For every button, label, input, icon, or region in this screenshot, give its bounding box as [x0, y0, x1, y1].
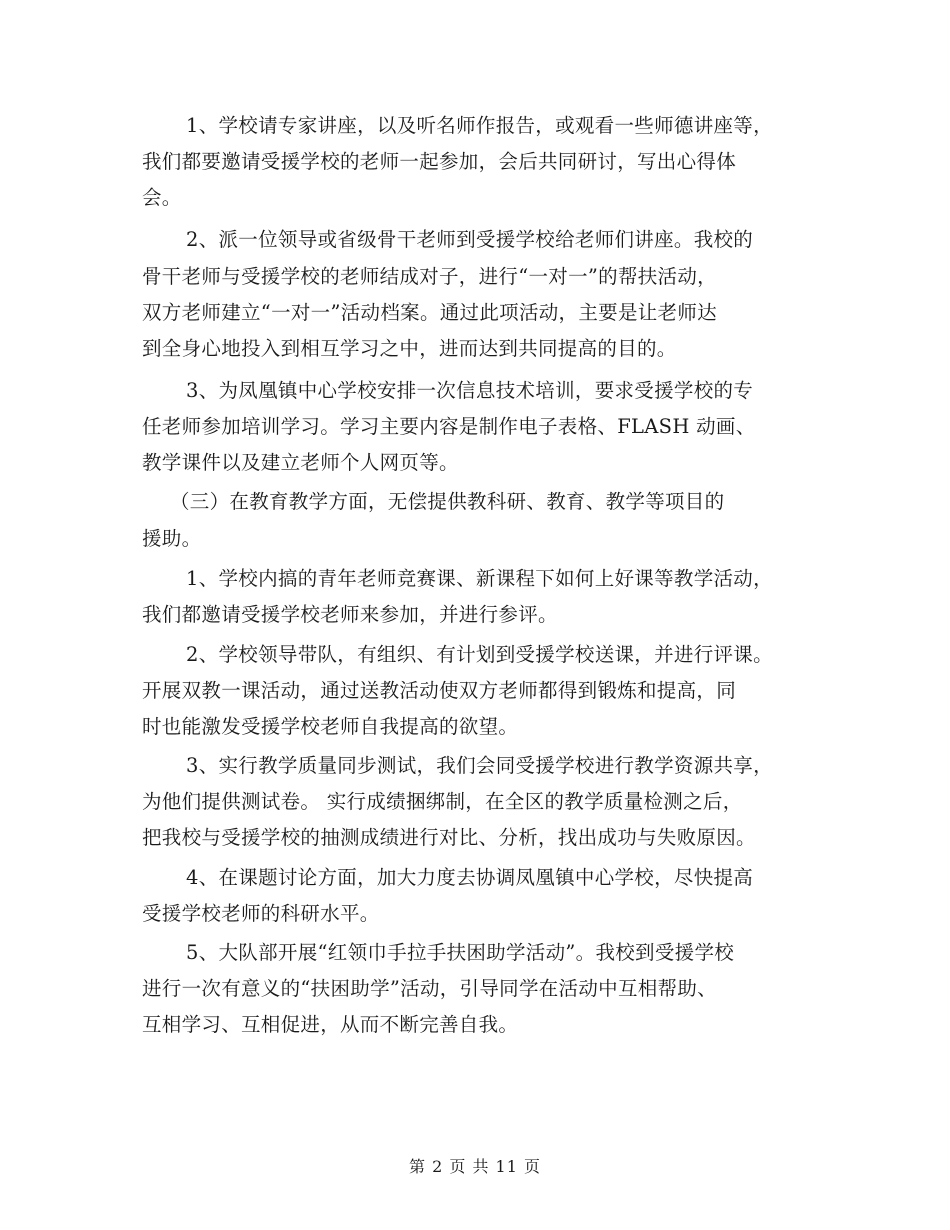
paragraph-line: 为他们提供测试卷。 实行成绩捆绑制，在全区的教学质量检测之后，	[142, 790, 743, 813]
paragraph-line: 互相学习、互相促进，从而不断完善自我。	[142, 1013, 519, 1036]
paragraph-line: 到全身心地投入到相互学习之中，进而达到共同提高的目的。	[142, 337, 677, 360]
paragraph-line: 2、派一位领导或省级骨干老师到受援学校给老师们讲座。我校的	[186, 228, 754, 251]
page-number-footer: 第 2 页 共 11 页	[409, 1157, 541, 1176]
paragraph-line: 受援学校老师的科研水平。	[142, 902, 380, 925]
paragraph-line: 把我校与受援学校的抽测成绩进行对比、分析，找出成功与失败原因。	[142, 826, 756, 849]
paragraph-line: 3、实行教学质量同步测试，我们会同受援学校进行教学资源共享，	[186, 754, 773, 777]
paragraph-line: 4、在课题讨论方面，加大力度去协调凤凰镇中心学校，尽快提高	[186, 866, 754, 889]
section-heading-line: （三）在教育教学方面，无偿提供教科研、教育、教学等项目的	[170, 490, 725, 513]
paragraph-line: 进行一次有意义的“扶困助学”活动，引导同学在活动中互相帮助、	[142, 977, 717, 1000]
paragraph-line: 开展双教一课活动，通过送教活动使双方老师都得到锻炼和提高，同	[142, 679, 737, 702]
paragraph-line: 会。	[142, 186, 182, 209]
paragraph-line: 3、为凤凰镇中心学校安排一次信息技术培训，要求受援学校的专	[186, 379, 754, 402]
paragraph-line: 我们都邀请受援学校老师来参加，并进行参评。	[142, 603, 558, 626]
paragraph-line: 1、学校内搞的青年老师竞赛课、新课程下如何上好课等教学活动，	[186, 567, 773, 590]
paragraph-line: 教学课件以及建立老师个人网页等。	[142, 451, 459, 474]
paragraph-line: 任老师参加培训学习。学习主要内容是制作电子表格、FLASH 动画、	[142, 415, 756, 438]
section-heading-line: 援助。	[142, 527, 202, 550]
paragraph-line: 我们都要邀请受援学校的老师一起参加，会后共同研讨，写出心得体	[142, 150, 737, 173]
paragraph-line: 时也能激发受援学校老师自我提高的欲望。	[142, 715, 519, 738]
paragraph-line: 2、学校领导带队，有组织、有计划到受援学校送课，并进行评课。	[186, 643, 773, 666]
paragraph-line: 1、学校请专家讲座，以及听名师作报告，或观看一些师德讲座等，	[186, 114, 773, 137]
paragraph-line: 5、大队部开展“红领巾手拉手扶困助学活动”。我校到受援学校	[186, 941, 735, 964]
paragraph-line: 骨干老师与受援学校的老师结成对子，进行“一对一”的帮扶活动，	[142, 265, 717, 288]
paragraph-line: 双方老师建立“一对一”活动档案。通过此项活动，主要是让老师达	[142, 301, 717, 324]
